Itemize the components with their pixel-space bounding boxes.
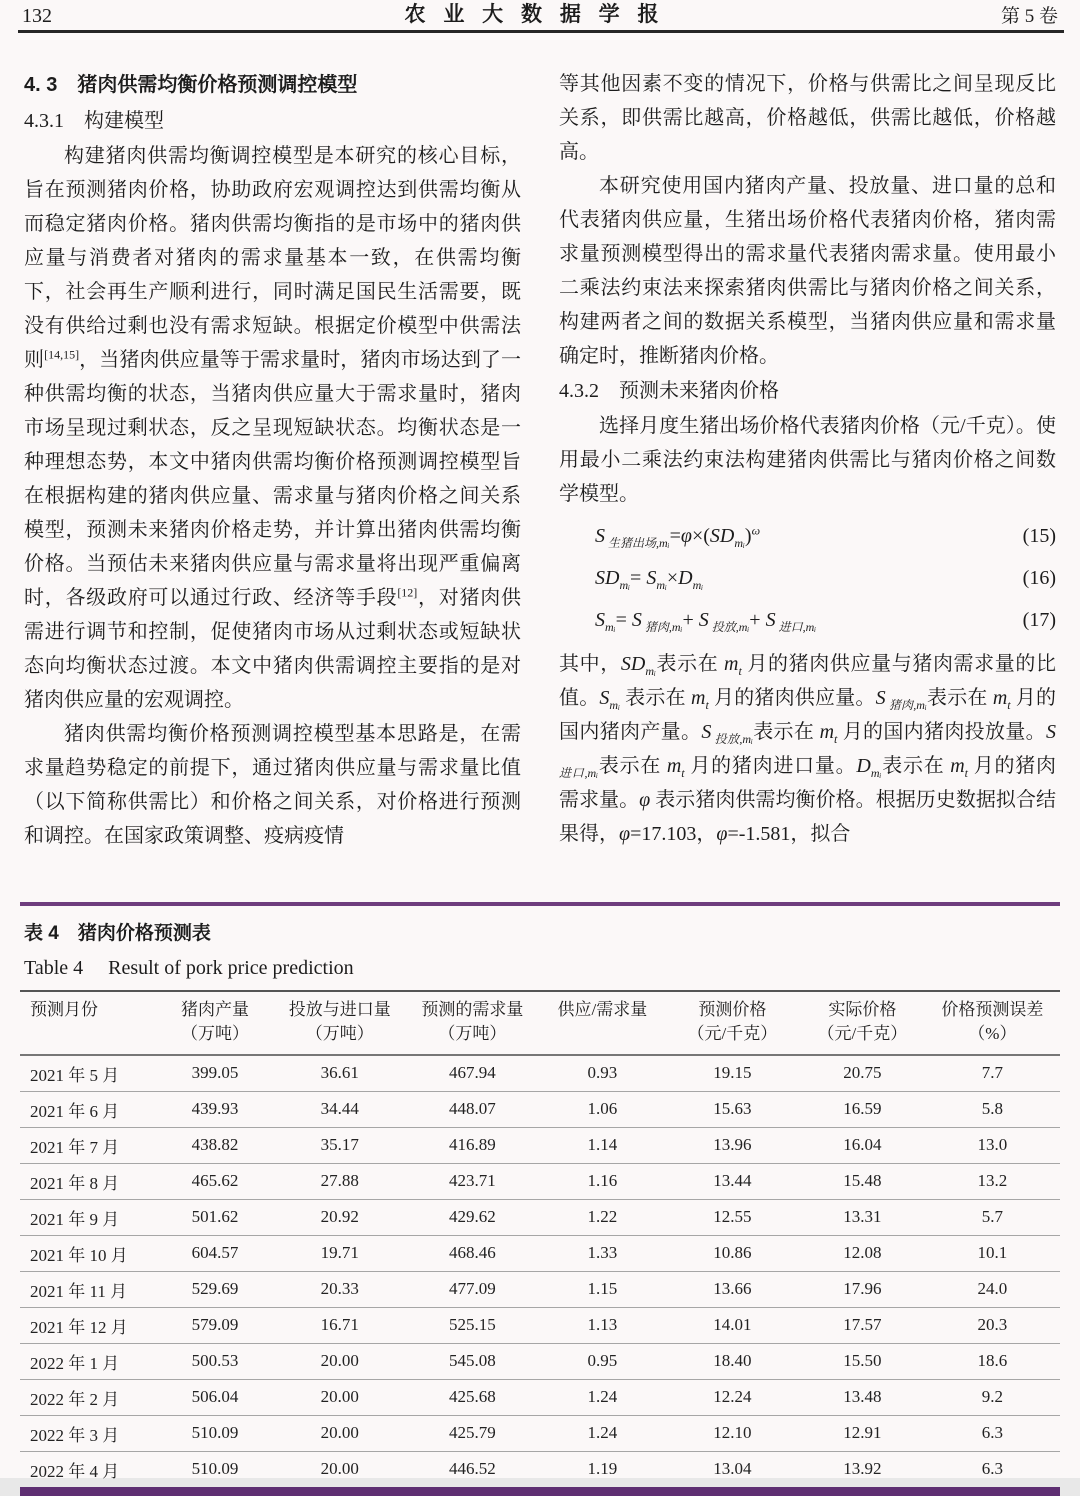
value-cell: 7.7 [925, 1055, 1060, 1091]
value-cell: 10.1 [925, 1235, 1060, 1271]
month-cell: 2021 年 11 月 [20, 1271, 155, 1307]
value-cell: 446.52 [449, 1459, 496, 1479]
value-cell: 438.82 [155, 1127, 275, 1163]
value-cell: 510.09 [191, 1459, 239, 1479]
value-cell: 15.48 [800, 1163, 925, 1199]
value-cell: 16.04 [800, 1127, 925, 1163]
value-cell: 510.09 [155, 1415, 275, 1451]
value-cell: 1.16 [540, 1163, 665, 1199]
table-row [20, 1379, 1060, 1415]
month-cell: 2021 年 7 月 [20, 1127, 155, 1163]
value-cell: 6.3 [981, 1459, 1003, 1479]
value-cell: 501.62 [155, 1199, 275, 1235]
page-header [0, 0, 1080, 30]
value-cell: 465.62 [155, 1163, 275, 1199]
value-cell: 448.07 [405, 1091, 540, 1127]
value-cell: 468.46 [405, 1235, 540, 1271]
value-cell: 16.59 [800, 1091, 925, 1127]
value-cell: 13.96 [665, 1127, 800, 1163]
value-cell: 35.17 [275, 1127, 405, 1163]
article-body [0, 33, 1080, 905]
value-cell: 20.75 [800, 1055, 925, 1091]
value-cell: 1.06 [540, 1091, 665, 1127]
value-cell: 27.88 [275, 1163, 405, 1199]
value-cell: 13.66 [665, 1271, 800, 1307]
value-cell: 1.24 [540, 1415, 665, 1451]
paragraph-build-model: 构建猪肉供需均衡调控模型是本研究的核心目标，旨在预测猪肉价格，协助政府宏观调控达到供需均衡从而稳定猪肉价格。猪肉供需均衡指的是市场中的猪肉供应量与消费者对猪肉的需求量基本一致，在供需均衡下，社会再生产顺利进行，同时满足国民生活需要，既没有供给过剩也没有需求短缺。根据定价模型中供需法则[14,15]，当猪肉供应量等于需求量时，猪肉市场达到了一种供需均衡的状态，当猪肉供应量大于需求量时，猪肉市场呈现过剩状态，反之呈现短缺状态。均衡状态是一种理想态势，本文中猪肉供需均衡价格预测调控模型旨在根据构建的猪肉供应量、需求量与猪肉价格之间关系模型，预测未来猪肉价格走势，并计算出猪肉供需均衡价格。当预估未来猪肉供应量与需求量将出现严重偏离时，各级政府可以通过行政、经济等手段[12]，对猪肉供需进行调节和控制，促使猪肉市场从过剩状态或短缺状态向均衡状态过渡。本文中猪肉供需调控主要指的是对猪肉供应量的宏观调控。 [24, 145, 522, 711]
right-column [559, 67, 1056, 905]
month-cell: 2021 年 12 月 [20, 1307, 155, 1343]
value-cell: 1.13 [540, 1307, 665, 1343]
equation-number: (15) [1022, 525, 1056, 547]
value-cell: 579.09 [155, 1307, 275, 1343]
value-cell: 20.00 [275, 1379, 405, 1415]
value-cell: 12.91 [800, 1415, 925, 1451]
value-cell: 13.48 [800, 1379, 925, 1415]
value-cell: 9.2 [925, 1379, 1060, 1415]
formula-expression: $SD_{mᵢ}= S_{mᵢ}\times D_{mᵢ}$ [595, 567, 704, 592]
value-cell: 13.44 [665, 1163, 800, 1199]
value-cell: 12.08 [800, 1235, 925, 1271]
value-cell: 15.63 [665, 1091, 800, 1127]
value-cell: 12.10 [665, 1415, 800, 1451]
formula-expression: $S_{mᵢ}= S$ $_{猪肉,mᵢ}$+ S $_{投放,mᵢ}$+ S $_{进口,mᵢ}$ [595, 609, 817, 634]
paragraph-basic-idea: 猪肉供需均衡价格预测调控模型基本思路是，在需求量趋势稳定的前提下，通过猪肉供应量与需求量比值（以下简称供需比）和价格之间关系，对价格进行预测和调控。在国家政策调整、疫病疫情 [24, 723, 521, 847]
column-header: 投放与进口量 （万吨） [275, 991, 405, 1055]
value-cell: 0.95 [540, 1343, 665, 1379]
value-cell: 14.01 [665, 1307, 800, 1343]
value-cell: 34.44 [275, 1091, 405, 1127]
table-row [20, 1271, 1060, 1307]
formula-row [559, 599, 1056, 641]
value-cell: 425.79 [405, 1415, 540, 1451]
value-cell: 425.68 [405, 1379, 540, 1415]
value-cell: 16.71 [275, 1307, 405, 1343]
table-row [20, 1127, 1060, 1163]
value-cell: 13.04 [713, 1459, 752, 1479]
table-header-row [20, 991, 1060, 1055]
table-section [0, 902, 1080, 1496]
value-cell: 439.93 [155, 1091, 275, 1127]
table-row [20, 1343, 1060, 1379]
value-cell: 1.24 [540, 1379, 665, 1415]
value-cell: 18.6 [925, 1343, 1060, 1379]
volume-label: 第 5 卷 [1000, 6, 1058, 27]
value-cell: 506.04 [155, 1379, 275, 1415]
value-cell: 5.7 [925, 1199, 1060, 1235]
column-header: 预测月份 [20, 991, 155, 1055]
paragraph-variable-definitions: 其中，$SD_{mᵢ}$表示在 $m_t$ 月的猪肉供应量与猪肉需求量的比值。$S_{mᵢ}$ 表示在 $m_t$ 月的猪肉供应量。S $_{猪肉,mᵢ}$表示在 $m_t$ 月的国内猪肉产量。S $_{投放,mᵢ}$表示在 $m_t$ 月的国内猪肉投放量。S $_{进口,mᵢ}$表示在 $m_t$ 月的猪肉进口量。$D_{mᵢ}$表示在 $m_t$ 月的猪肉需求量。φ 表示猪肉供需均衡价格。根据历史数据拟合结果得，φ=17.103，φ=-1.581，拟合 [559, 653, 1057, 845]
value-cell: 20.00 [320, 1459, 359, 1479]
paragraph-select-price: 选择月度生猪出场价格代表猪肉价格（元/千克）。使用最小二乘法约束法构建猪肉供需比与猪肉价格之间数学模型。 [559, 415, 1056, 505]
table-caption-en: Table 4 Result of pork price prediction [24, 957, 354, 979]
page-number: 132 [22, 5, 52, 27]
value-cell: 20.00 [275, 1415, 405, 1451]
value-cell: 13.92 [843, 1459, 882, 1479]
value-cell: 1.15 [540, 1271, 665, 1307]
value-cell: 12.55 [665, 1199, 800, 1235]
month-cell: 2022 年 4 月 [30, 1461, 120, 1481]
value-cell: 19.15 [665, 1055, 800, 1091]
paragraph-study-data: 本研究使用国内猪肉产量、投放量、进口量的总和代表猪肉供应量，生猪出场价格代表猪肉价格，猪肉需求量预测模型得出的需求量代表猪肉需求量。使用最小二乘法约束法来探索猪肉供需比与猪肉价格之间关系，构建两者之间的数据关系模型，当猪肉供应量和需求量确定时，推断猪肉价格。 [559, 175, 1056, 367]
value-cell: 24.0 [925, 1271, 1060, 1307]
value-cell: 12.24 [665, 1379, 800, 1415]
equation-number: (16) [1022, 567, 1056, 589]
value-cell: 467.94 [405, 1055, 540, 1091]
table-row [20, 1163, 1060, 1199]
column-header: 供应/需求量 [540, 991, 665, 1055]
section-heading-43: 4. 3 猪肉供需均衡价格预测调控模型 [24, 74, 358, 96]
value-cell: 525.15 [405, 1307, 540, 1343]
column-header: 实际价格 （元/千克） [800, 991, 925, 1055]
table-caption-zh: 表 4 猪肉价格预测表 [24, 923, 211, 944]
value-cell: 429.62 [405, 1199, 540, 1235]
table-row [20, 1415, 1060, 1451]
value-cell: 20.00 [275, 1343, 405, 1379]
value-cell: 604.57 [155, 1235, 275, 1271]
column-header: 预测价格 （元/千克） [665, 991, 800, 1055]
column-header: 预测的需求量 （万吨） [405, 991, 540, 1055]
table-row [20, 1307, 1060, 1343]
value-cell: 1.22 [540, 1199, 665, 1235]
paragraph-continuation: 等其他因素不变的情况下，价格与供需比之间呈现反比关系，即供需比越高，价格越低，供需比越低，价格越高。 [559, 73, 1056, 163]
table-row [20, 1199, 1060, 1235]
value-cell: 1.33 [540, 1235, 665, 1271]
formula-expression: S $_{生猪出场,mᵢ}=\varphi\times(SD_{mᵢ})^\omega$ [595, 523, 761, 550]
value-cell: 399.05 [155, 1055, 275, 1091]
month-cell: 2021 年 9 月 [20, 1199, 155, 1235]
value-cell: 1.14 [540, 1127, 665, 1163]
month-cell: 2021 年 10 月 [20, 1235, 155, 1271]
table-body [20, 1055, 1060, 1487]
table-row [20, 1235, 1060, 1271]
value-cell: 545.08 [405, 1343, 540, 1379]
value-cell: 477.09 [405, 1271, 540, 1307]
value-cell: 20.3 [925, 1307, 1060, 1343]
column-header: 猪肉产量 （万吨） [155, 991, 275, 1055]
value-cell: 1.19 [587, 1459, 618, 1479]
table-row [20, 1055, 1060, 1091]
month-cell: 2021 年 6 月 [20, 1091, 155, 1127]
pork-price-table [20, 990, 1060, 1487]
value-cell: 416.89 [405, 1127, 540, 1163]
left-column [24, 67, 521, 905]
formula-row [559, 557, 1056, 599]
formula-row [559, 515, 1056, 557]
month-cell: 2022 年 1 月 [20, 1343, 155, 1379]
value-cell: 5.8 [925, 1091, 1060, 1127]
value-cell: 529.69 [155, 1271, 275, 1307]
subsection-heading-431: 4.3.1 构建模型 [24, 110, 164, 132]
month-cell: 2022 年 2 月 [20, 1379, 155, 1415]
value-cell: 13.0 [925, 1127, 1060, 1163]
value-cell: 19.71 [275, 1235, 405, 1271]
value-cell: 20.92 [275, 1199, 405, 1235]
journal-title: 农 业 大 数 据 学 报 [404, 3, 665, 26]
table-bottom-accent-rule [20, 1487, 1060, 1496]
value-cell: 423.71 [405, 1163, 540, 1199]
value-cell: 17.57 [800, 1307, 925, 1343]
value-cell: 17.96 [800, 1271, 925, 1307]
table-row [20, 1451, 1060, 1487]
column-header: 价格预测误差 （%） [925, 991, 1060, 1055]
value-cell: 13.31 [800, 1199, 925, 1235]
month-cell: 2021 年 5 月 [20, 1055, 155, 1091]
value-cell: 10.86 [665, 1235, 800, 1271]
value-cell: 20.33 [275, 1271, 405, 1307]
formula-list [559, 515, 1056, 641]
value-cell: 6.3 [925, 1415, 1060, 1451]
value-cell: 13.2 [925, 1163, 1060, 1199]
value-cell: 18.40 [665, 1343, 800, 1379]
month-cell: 2021 年 8 月 [20, 1163, 155, 1199]
value-cell: 500.53 [155, 1343, 275, 1379]
table-row [20, 1091, 1060, 1127]
value-cell: 0.93 [540, 1055, 665, 1091]
equation-number: (17) [1022, 609, 1056, 631]
value-cell: 15.50 [800, 1343, 925, 1379]
value-cell: 36.61 [275, 1055, 405, 1091]
month-cell: 2022 年 3 月 [20, 1415, 155, 1451]
subsection-heading-432: 4.3.2 预测未来猪肉价格 [559, 380, 779, 402]
